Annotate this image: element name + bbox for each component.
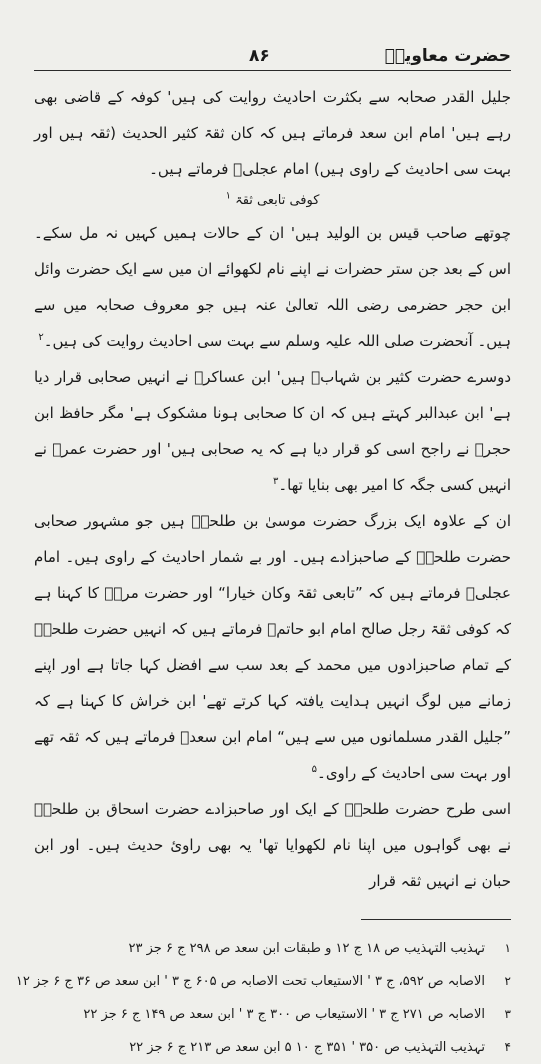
footnote-ref: ۲ [38,332,44,343]
paragraph: چوتھے صاحب قیس بن الولید ہیں' ان کے حالات ہمیں کہیں نہ مل سکے۔ اس کے بعد جن ستر حضرات نے اپنے نام لکھوائے ان میں سے ایک حضرت وائل ابن حجر حضرمی رضی اللہ تعالیٰ عنہ ہیں جو معروف صحابہ میں سے ہیں۔ آنحضرت صلی اللہ علیہ وسلم سے بہت سی احادیث روایت کی ہیں۔$^۲$ [34,224,511,350]
footnotes [15,932,511,1064]
footnote: ۳الاصابہ ص ۲۷۱ ج ۳ ' الاستیعاب ص ۳۰۰ ج ۳ ' ابن سعد ص ۱۴۹ ج ۶ جز ۲۲ [34,998,511,1031]
footnote-mark: ۲ [504,974,511,988]
footnote-mark: ۴ [504,1040,511,1054]
paragraph: ان کے علاوہ ایک بزرگ حضرت موسیٰ بن طلحہؓ ہیں جو مشہور صحابی حضرت طلحہؓ کے صاحبزادے ہیں۔ اور بے شمار احادیث کے راوی ہیں۔ امام عجلیؒ فرماتے ہیں کہ ”تابعی ثقۃ وکان خیارا“ اور حضرت مرہؒ کا کہنا ہے کہ کوفی ثقۃ رجل صالح امام ابو حاتمؒ فرماتے ہیں کہ انہیں حضرت طلحہؓ کے تمام صاحبزادوں میں محمد کے بعد سب سے افضل کہا جاتا ہے اور اپنے زمانے میں لوگ انہیں ہدایت یافتہ کہا کرتے تھے' ابن خراش کا کہنا ہے کہ ”جلیل القدر مسلمانوں میں سے ہیں“ امام ابن سعدؒ فرماتے ہیں کہ ثقہ تھے اور بہت سی احادیث کے راوی۔$^۵$ [34,512,511,782]
page-header [34,26,511,71]
footnote: ۱تہذیب التہذیب ص ۱۸ ج ۱۲ و طبقات ابن سعد ص ۲۹۸ ج ۶ جز ۲۳ [34,932,511,965]
footnote-ref: ۵ [311,764,318,775]
footnote-mark: ۳ [504,1007,511,1021]
quoted-heading: کوفی تابعی ثقۃ $^۱$ [225,190,320,208]
paragraph: اسی طرح حضرت طلحہؓ کے ایک اور صاحبزادے حضرت اسحاق بن طلحہؓ نے بھی گواہوں میں اپنا نام لکھوایا تھا' یہ بھی راویٔ حدیث ہیں۔ اور ابن حبان نے انہیں ثقہ قرار [34,800,511,890]
main-text [34,79,511,899]
paragraph: جلیل القدر صحابہ سے بکثرت احادیث روایت کی ہیں' کوفہ کے قاضی بھی رہے ہیں' امام ابن سعد فرماتے ہیں کہ کان ثقۃ کثیر الحدیث (ثقہ ہیں اور بہت سی احادیث کے راوی ہیں) امام عجلیؒ فرماتے ہیں۔ [34,88,511,178]
footnote: ۲الاصابہ ص ۵۹۲، ج ۳ ' الاستیعاب تحت الاصابہ ص ۶۰۵ ج ۳ ' ابن سعد ص ۳۶ ج ۶ جز ۱۲ [34,965,511,998]
paragraph: دوسرے حضرت کثیر بن شہابؓ ہیں' ابن عساکرؒ نے انہیں صحابی قرار دیا ہے' ابن عبدالبر کہتے ہیں کہ ان کا صحابی ہونا مشکوک ہے' مگر حافظ ابن حجرؒ نے راجح اسی کو قرار دیا ہے کہ یہ صحابی ہیں' اور حضرت عمرؓ نے انہیں کسی جگہ کا امیر بھی بنایا تھا۔$^۳$ [34,368,511,494]
footnote-ref: ۱ [225,190,231,202]
footnote-divider [361,919,511,920]
running-head: حضرت معاویہؓ [384,46,511,66]
footnote-mark: ۱ [504,941,511,955]
footnote-ref: ۳ [273,476,279,487]
footnote: ۴تہذیب التہذیب ص ۳۵۰ ' ۳۵۱ ج ۱۰ ۵ ابن سعد ص ۲۱۳ ج ۶ جز ۲۲ [34,1031,511,1064]
page-number: ۸۶ [249,46,270,66]
